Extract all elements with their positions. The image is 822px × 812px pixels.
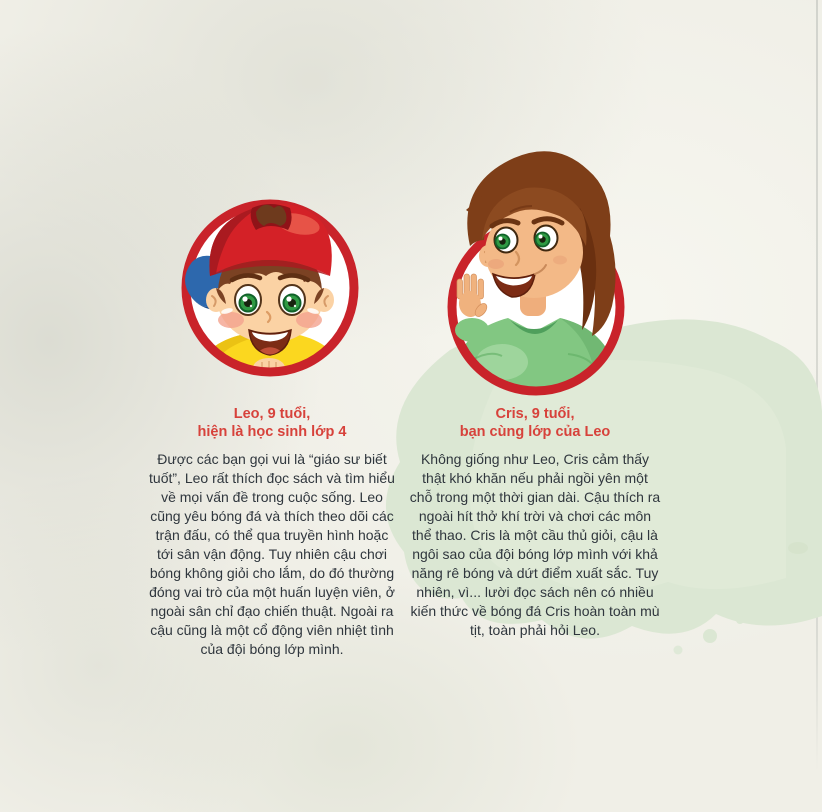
leo-description: Được các bạn gọi vui là “giáo sư biết tuốt”, Leo rất thích đọc sách và tìm hiểu về mọi vấn đề trong cuộc sống. Leo cũng yêu bóng đá và thích theo dõi các trận đấu, có thể qua truyền hình hoặc tới sân vận động. Tuy nhiên cậu chơi bóng không giỏi cho lắm, do đó thường đóng vai trò của một huấn luyện viên, ở ngoài sân chỉ đạo chiến thuật. Ngoài ra cậu cũng là một cổ động viên nhiệt tình của đội bóng lớp mình. — [149, 451, 395, 657]
cris-profile-section — [409, 405, 661, 640]
cris-heading — [409, 405, 661, 441]
leo-avatar — [170, 186, 370, 386]
cris-role: bạn cùng lớp của Leo — [459, 424, 611, 440]
leo-name-age: Leo, 9 tuổi, — [233, 406, 311, 422]
cris-description: Không giống như Leo, Cris cảm thấy thật khó khăn nếu phải ngồi yên một chỗ trong một thời gian dài. Cậu thích ra ngoài hít thở khí trời và chơi các môn thể thao. Cris là một cầu thủ giỏi, cậu là ngôi sao của đội bóng lớp mình với khả năng rê bóng và dứt điểm xuất sắc. Tuy nhiên, vì... lười đọc sách nên có nhiều kiến thức về bóng đá Cris hoàn toàn mù tịt, toàn phải hỏi Leo. — [409, 451, 661, 638]
leo-role: hiện là học sinh lớp 4 — [197, 424, 347, 440]
leo-profile-section — [146, 405, 398, 659]
cris-avatar — [436, 146, 636, 396]
leo-heading — [146, 405, 398, 441]
boy-green-shirt-avatar-icon — [436, 146, 636, 396]
boy-red-cap-avatar-icon — [170, 186, 370, 386]
cris-name-age: Cris, 9 tuổi, — [495, 406, 575, 422]
